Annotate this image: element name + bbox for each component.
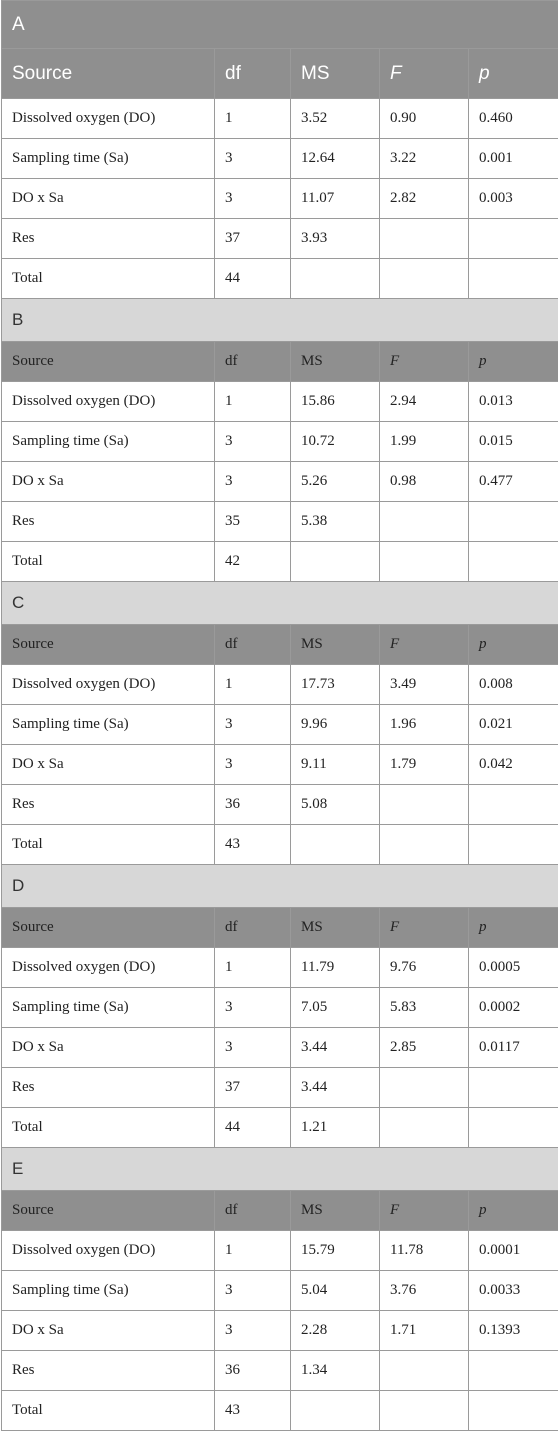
cell-ms: 11.07 (291, 179, 380, 219)
column-header-source: Source (2, 49, 215, 99)
cell-source: Sampling time (Sa) (2, 705, 215, 745)
cell-source: Res (2, 1068, 215, 1108)
cell-p: 0.015 (469, 422, 558, 462)
table-row (2, 462, 558, 502)
column-header-row (2, 1191, 558, 1231)
table-row (2, 948, 558, 988)
cell-f: 0.90 (380, 99, 469, 139)
column-header-source: Source (2, 908, 215, 948)
column-header-df: df (215, 49, 291, 99)
cell-f: 2.94 (380, 382, 469, 422)
cell-source: Res (2, 502, 215, 542)
column-header-p: p (469, 49, 558, 99)
cell-ms: 3.44 (291, 1068, 380, 1108)
cell-ms: 1.21 (291, 1108, 380, 1148)
column-header-source: Source (2, 342, 215, 382)
column-header-row (2, 49, 558, 99)
cell-p (469, 1108, 558, 1148)
cell-p: 0.477 (469, 462, 558, 502)
table-row (2, 139, 558, 179)
section-label: C (2, 582, 558, 625)
cell-df: 3 (215, 139, 291, 179)
column-header-p: p (469, 908, 558, 948)
table-row (2, 1311, 558, 1351)
cell-p: 0.1393 (469, 1311, 558, 1351)
cell-f: 3.76 (380, 1271, 469, 1311)
cell-ms: 9.11 (291, 745, 380, 785)
cell-df: 3 (215, 705, 291, 745)
cell-p: 0.0002 (469, 988, 558, 1028)
cell-f: 9.76 (380, 948, 469, 988)
column-header-row (2, 342, 558, 382)
column-header-f: F (380, 908, 469, 948)
section-header-row (2, 1, 558, 49)
table-row (2, 502, 558, 542)
cell-p: 0.0117 (469, 1028, 558, 1068)
cell-f: 11.78 (380, 1231, 469, 1271)
cell-source: Sampling time (Sa) (2, 1271, 215, 1311)
section-header-row (2, 582, 558, 625)
cell-df: 1 (215, 1231, 291, 1271)
column-header-f: F (380, 49, 469, 99)
section-label: A (2, 1, 558, 49)
cell-df: 36 (215, 785, 291, 825)
cell-source: Dissolved oxygen (DO) (2, 665, 215, 705)
cell-df: 3 (215, 988, 291, 1028)
cell-ms: 17.73 (291, 665, 380, 705)
cell-source: DO x Sa (2, 1028, 215, 1068)
table-row (2, 219, 558, 259)
section-header-row (2, 299, 558, 342)
cell-ms: 7.05 (291, 988, 380, 1028)
column-header-row (2, 625, 558, 665)
cell-source: DO x Sa (2, 179, 215, 219)
cell-p (469, 785, 558, 825)
cell-p (469, 502, 558, 542)
table-row (2, 99, 558, 139)
cell-ms: 5.04 (291, 1271, 380, 1311)
section-header-row (2, 1148, 558, 1191)
cell-f (380, 825, 469, 865)
column-header-source: Source (2, 625, 215, 665)
cell-source: Sampling time (Sa) (2, 422, 215, 462)
cell-source: DO x Sa (2, 462, 215, 502)
cell-ms (291, 259, 380, 299)
cell-p (469, 542, 558, 582)
column-header-f: F (380, 1191, 469, 1231)
table-row (2, 422, 558, 462)
cell-df: 36 (215, 1351, 291, 1391)
cell-p: 0.460 (469, 99, 558, 139)
column-header-ms: MS (291, 342, 380, 382)
cell-source: Sampling time (Sa) (2, 988, 215, 1028)
cell-df: 3 (215, 1311, 291, 1351)
table-row (2, 1391, 558, 1431)
cell-f: 5.83 (380, 988, 469, 1028)
column-header-p: p (469, 625, 558, 665)
cell-ms: 11.79 (291, 948, 380, 988)
cell-ms: 3.52 (291, 99, 380, 139)
column-header-source: Source (2, 1191, 215, 1231)
cell-f (380, 219, 469, 259)
cell-f (380, 1108, 469, 1148)
cell-f: 0.98 (380, 462, 469, 502)
cell-df: 1 (215, 948, 291, 988)
table-row (2, 665, 558, 705)
cell-df: 1 (215, 382, 291, 422)
cell-ms: 2.28 (291, 1311, 380, 1351)
cell-f: 1.79 (380, 745, 469, 785)
cell-source: Sampling time (Sa) (2, 139, 215, 179)
table-row (2, 179, 558, 219)
cell-p: 0.003 (469, 179, 558, 219)
cell-df: 3 (215, 1028, 291, 1068)
column-header-p: p (469, 1191, 558, 1231)
table-row (2, 1108, 558, 1148)
cell-f (380, 1351, 469, 1391)
anova-table-body (2, 1, 558, 1431)
cell-source: DO x Sa (2, 745, 215, 785)
cell-source: Dissolved oxygen (DO) (2, 948, 215, 988)
column-header-df: df (215, 1191, 291, 1231)
cell-ms: 3.44 (291, 1028, 380, 1068)
cell-f: 2.82 (380, 179, 469, 219)
cell-df: 3 (215, 745, 291, 785)
cell-ms: 15.86 (291, 382, 380, 422)
cell-p (469, 1351, 558, 1391)
cell-ms: 3.93 (291, 219, 380, 259)
cell-p (469, 1391, 558, 1431)
table-row (2, 259, 558, 299)
cell-f (380, 1068, 469, 1108)
cell-ms: 1.34 (291, 1351, 380, 1391)
column-header-ms: MS (291, 49, 380, 99)
cell-df: 44 (215, 259, 291, 299)
table-row (2, 705, 558, 745)
cell-df: 3 (215, 179, 291, 219)
cell-p: 0.0033 (469, 1271, 558, 1311)
cell-source: Total (2, 259, 215, 299)
column-header-row (2, 908, 558, 948)
cell-f: 3.49 (380, 665, 469, 705)
cell-ms: 9.96 (291, 705, 380, 745)
table-row (2, 1351, 558, 1391)
cell-p: 0.0005 (469, 948, 558, 988)
cell-df: 44 (215, 1108, 291, 1148)
cell-f (380, 502, 469, 542)
column-header-df: df (215, 342, 291, 382)
table-row (2, 1028, 558, 1068)
table-row (2, 745, 558, 785)
cell-f: 3.22 (380, 139, 469, 179)
cell-f (380, 1391, 469, 1431)
column-header-df: df (215, 625, 291, 665)
cell-ms (291, 1391, 380, 1431)
cell-source: Total (2, 1108, 215, 1148)
cell-p: 0.008 (469, 665, 558, 705)
cell-df: 37 (215, 1068, 291, 1108)
table-row (2, 825, 558, 865)
column-header-p: p (469, 342, 558, 382)
cell-df: 3 (215, 422, 291, 462)
column-header-f: F (380, 342, 469, 382)
cell-source: Res (2, 785, 215, 825)
cell-source: Total (2, 542, 215, 582)
anova-table (1, 0, 558, 1431)
cell-ms (291, 542, 380, 582)
column-header-ms: MS (291, 625, 380, 665)
cell-df: 1 (215, 665, 291, 705)
cell-df: 43 (215, 825, 291, 865)
section-label: E (2, 1148, 558, 1191)
table-row (2, 1231, 558, 1271)
cell-df: 1 (215, 99, 291, 139)
cell-f (380, 259, 469, 299)
cell-p (469, 259, 558, 299)
cell-source: Res (2, 1351, 215, 1391)
table-row (2, 542, 558, 582)
cell-source: DO x Sa (2, 1311, 215, 1351)
table-row (2, 1068, 558, 1108)
cell-ms: 15.79 (291, 1231, 380, 1271)
cell-source: Total (2, 825, 215, 865)
cell-p: 0.021 (469, 705, 558, 745)
cell-ms: 12.64 (291, 139, 380, 179)
cell-p: 0.0001 (469, 1231, 558, 1271)
column-header-f: F (380, 625, 469, 665)
cell-p: 0.013 (469, 382, 558, 422)
cell-source: Total (2, 1391, 215, 1431)
section-label: D (2, 865, 558, 908)
cell-ms: 5.08 (291, 785, 380, 825)
cell-df: 3 (215, 1271, 291, 1311)
cell-source: Dissolved oxygen (DO) (2, 382, 215, 422)
column-header-df: df (215, 908, 291, 948)
cell-df: 3 (215, 462, 291, 502)
cell-p (469, 219, 558, 259)
table-row (2, 382, 558, 422)
cell-df: 35 (215, 502, 291, 542)
cell-f: 1.99 (380, 422, 469, 462)
cell-source: Res (2, 219, 215, 259)
cell-ms: 10.72 (291, 422, 380, 462)
cell-df: 42 (215, 542, 291, 582)
cell-p: 0.042 (469, 745, 558, 785)
cell-p: 0.001 (469, 139, 558, 179)
table-row (2, 988, 558, 1028)
cell-f (380, 785, 469, 825)
table-row (2, 1271, 558, 1311)
table-row (2, 785, 558, 825)
section-header-row (2, 865, 558, 908)
cell-p (469, 825, 558, 865)
cell-ms: 5.26 (291, 462, 380, 502)
cell-f: 2.85 (380, 1028, 469, 1068)
cell-df: 43 (215, 1391, 291, 1431)
cell-p (469, 1068, 558, 1108)
cell-f: 1.71 (380, 1311, 469, 1351)
column-header-ms: MS (291, 1191, 380, 1231)
cell-f (380, 542, 469, 582)
cell-source: Dissolved oxygen (DO) (2, 99, 215, 139)
cell-ms (291, 825, 380, 865)
cell-source: Dissolved oxygen (DO) (2, 1231, 215, 1271)
cell-ms: 5.38 (291, 502, 380, 542)
section-label: B (2, 299, 558, 342)
column-header-ms: MS (291, 908, 380, 948)
cell-df: 37 (215, 219, 291, 259)
cell-f: 1.96 (380, 705, 469, 745)
